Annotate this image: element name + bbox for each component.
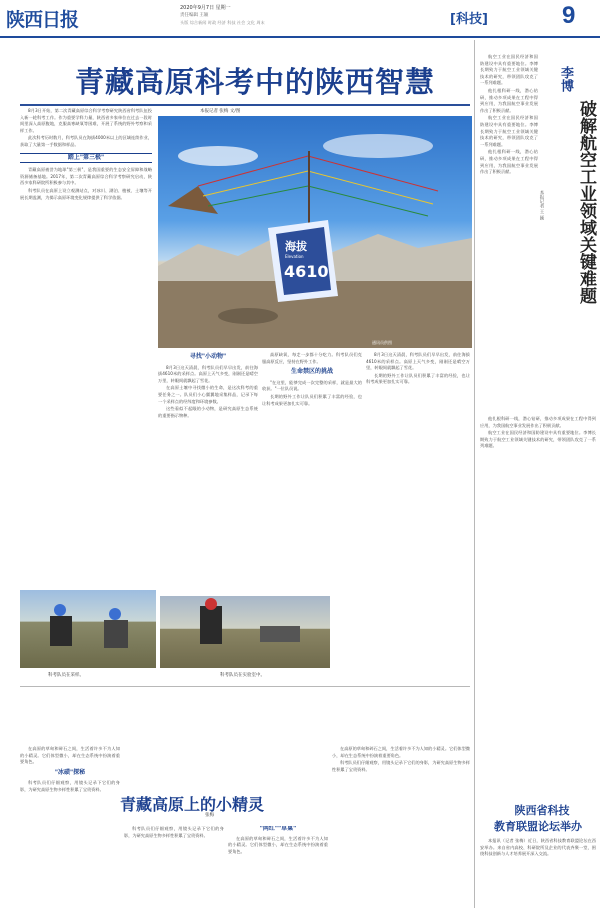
- main-para: 8月3日开始，第二次青藏高原综合科学考察研究陕西省科考队伍投入新一轮科考工作。作为重要学科力量，陕西省多家单位在过去一段时间里深入高原腹地，克服高寒缺氧等困难，开展了系统的野外考察和采样工作。: [20, 108, 152, 133]
- lower-para: 在高原的草甸和碎石之间，生活着许多不为人知的小精灵。它们体型微小，却在生态系统中扮演着重要角色。: [228, 835, 328, 854]
- main-article-byline: 本报记者 张梅 文/图: [200, 109, 241, 114]
- section-label: [科技]: [450, 12, 488, 27]
- main-para: 青藏高原被誉为地球"第三极"，是我国重要的生态安全屏障和战略资源储备基地。2017年，第二次青藏高原综合科学考察研究启动，陕西多家科研院所积极参与其中。: [20, 167, 152, 186]
- plateau-scene-svg: [158, 116, 472, 348]
- lower-article-col4: [332, 746, 470, 906]
- photo-field-sampling: [20, 590, 156, 668]
- lower-article-author: 张梅: [205, 813, 214, 818]
- main-article-col4: [366, 352, 470, 692]
- main-para: 长期的野外工作让队员们积累了丰富的经验，也让科考成果更加扎实可靠。: [262, 393, 362, 406]
- masthead-edition: 责任编辑 王颖: [180, 13, 209, 18]
- main-article-col1: [20, 108, 152, 366]
- photo2-caption: 科考队员在采样。: [48, 673, 84, 678]
- right-lower-body: [480, 838, 596, 908]
- title-rule: [20, 104, 470, 106]
- sign-number: 4610: [284, 262, 329, 281]
- main-para: 长期的野外工作让队员们积累了丰富的经验，也让科考成果更加扎实可靠。: [366, 372, 470, 385]
- photo-lab: [160, 596, 330, 668]
- lower-article-title: 青藏高原上的小精灵: [120, 795, 265, 814]
- lab-svg: [160, 596, 330, 668]
- right-lower-para: 本报讯（记者 张梅）近日，陕西省科技教育联盟论坛在西安举办。来自省内高校、科研院所及企业的代表齐聚一堂，围绕科技创新与人才培养展开深入交流。: [480, 838, 596, 857]
- lower-article-col3: [228, 826, 328, 906]
- lower-para: 在高原的草甸和碎石之间，生活着许多不为人知的小精灵。它们体型微小，却在生态系统中扮演着重要角色。: [332, 746, 470, 758]
- column-divider: [474, 40, 475, 908]
- photo1-caption: 通讯员供图: [372, 340, 392, 345]
- side-title-line: 破解: [576, 100, 596, 134]
- section-divider: [20, 686, 470, 687]
- subheading-glacier: "冰碛"探秘: [54, 768, 86, 776]
- lower-para: 科考队员们仔细观察，用镜头记录下它们的身影，为研究高原生物多样性积累了宝贵资料。: [20, 780, 120, 792]
- right-lower-title-2: 教育联盟论坛举办: [494, 820, 582, 833]
- lower-para: 科考队员们仔细观察，用镜头记录下它们的身影，为研究高原生物多样性积累了宝贵资料。: [332, 760, 470, 772]
- main-para: "在这里，能够完成一次完整的采样，就是最大的收获。"一位队员说。: [262, 379, 362, 392]
- main-para: 在高原土壤中寻找微小的生命，是这次科考的重要任务之一。队员们小心翼翼地采集样品，记录下每一个采样点的经纬度和环境参数。: [158, 385, 258, 404]
- subheading-nest: "网红""草巢": [259, 826, 297, 832]
- side-article-byline: 本报记者 王 颖: [539, 190, 544, 220]
- side-article-author: 李博: [558, 66, 573, 92]
- side-para: 他扎根科研一线，潜心钻研，推动多项成果在工程中得到应用，为我国航空事业发展作出了积极贡献。: [480, 416, 596, 428]
- main-para: 这些看似不起眼的小动物，是研究高原生态系统的重要指示物种。: [158, 406, 258, 418]
- lower-para: 科考队员们仔细观察，用镜头记录下它们的身影，为研究高原生物多样性积累了宝贵资料。: [124, 826, 224, 838]
- photo3-caption: 科考队员在实验室中。: [220, 673, 265, 678]
- main-article-title: 青藏高原科考中的陕西智慧: [74, 65, 435, 99]
- main-para: 8月3日这天清晨，科考队员们早早出发，前往海拔4610米的采样点。高原上天气多变，刚刚还是晴空万里，转眼间就飘起了雪花。: [158, 364, 258, 383]
- side-title-line: 航空工业: [576, 134, 596, 202]
- subheading-third-pole: 踏上"第三极": [20, 153, 152, 164]
- side-title-line: 领域关键: [576, 202, 596, 270]
- sign-text-elevation: 海拔: [285, 240, 307, 253]
- sign-label-elevation: Elevation: [285, 254, 304, 259]
- masthead-nav: 头版 综合新闻 时政 经济 科技 社会 文化 周末: [180, 20, 265, 25]
- lower-para: 在高原的草甸和碎石之间，生活着许多不为人知的小精灵。它们体型微小，却在生态系统中扮演着重要角色。: [20, 746, 120, 765]
- subheading-life-zone: 生命禁区的挑战: [290, 368, 333, 376]
- main-para: 高原缺氧，每走一步都十分吃力。科考队员们克服高原反应，坚持在野外工作。: [262, 352, 362, 364]
- lower-article-col2: [124, 826, 224, 906]
- main-para: 8月3日这天清晨，科考队员们早早出发，前往海拔4610米的采样点。高原上天气多变，刚刚还是晴空万里，转眼间就飘起了雪花。: [366, 352, 470, 371]
- main-para: 科考队员在高原上设立观测站点，对冰川、湖泊、植被、土壤等开展长期监测，为揭示高原环境变化规律提供了科学依据。: [20, 187, 152, 200]
- right-lower-title-1: 陕西省科技: [514, 804, 570, 817]
- side-para: 他扎根科研一线，潜心钻研，推动多项成果在工程中得到应用，为我国航空事业发展作出了积极贡献。: [480, 149, 538, 175]
- side-para: 他扎根科研一线，潜心钻研，推动多项成果在工程中得到应用，为我国航空事业发展作出了积极贡献。: [480, 87, 538, 113]
- field-sampling-svg: [20, 590, 156, 668]
- main-para: 此次科考历时数月，科考队员在海拔4000米以上的区域连续作业，获取了大量第一手数据和样品。: [20, 135, 152, 147]
- side-article-title: [548, 100, 596, 400]
- lower-article-col1: [20, 746, 120, 906]
- page-number: 9: [562, 2, 576, 29]
- subheading-find-animal: 寻找"小动物": [189, 353, 227, 360]
- side-para: 航空工业在国民经济和国防建设中具有重要地位。李博长期致力于航空工业领域关键技术的研究，带领团队攻克了一系列难题。: [480, 115, 538, 147]
- masthead-date: 2020年9月7日 星期一: [180, 5, 231, 11]
- side-article-col2: [480, 416, 596, 656]
- side-para: 航空工业在国民经济和国防建设中具有重要地位。李博长期致力于航空工业领域关键技术的研究，带领团队攻克了一系列难题。: [480, 430, 596, 449]
- masthead-logo: 陕西日报: [6, 9, 79, 31]
- side-para: 航空工业在国民经济和国防建设中具有重要地位。李博长期致力于航空工业领域关键技术的研究，带领团队攻克了一系列难题。: [480, 54, 538, 86]
- side-title-line: 难题: [576, 270, 596, 304]
- main-photo-plateau: [158, 116, 472, 348]
- masthead: [0, 0, 600, 38]
